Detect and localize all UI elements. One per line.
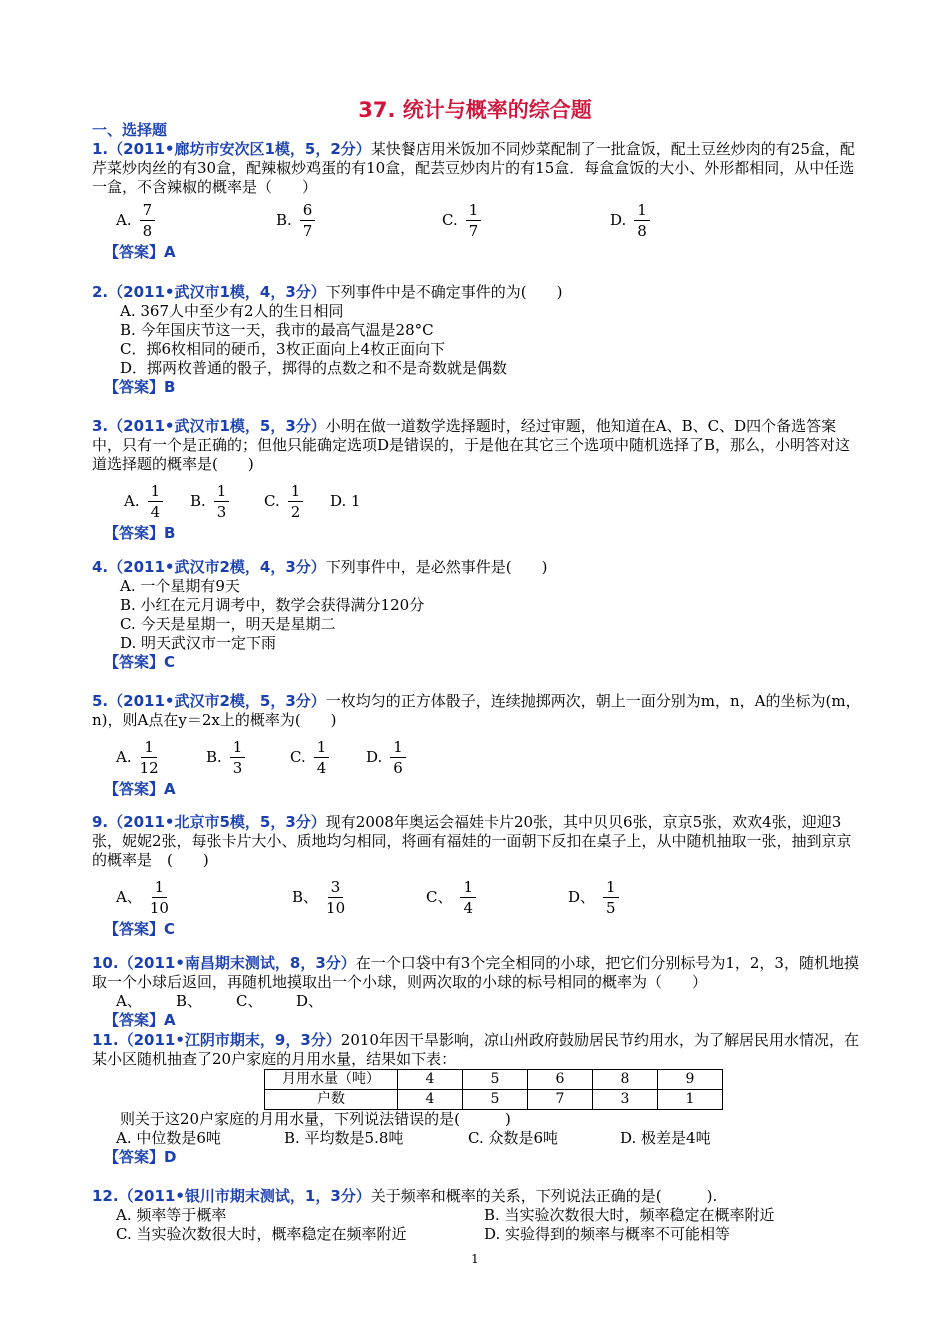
question-stem: 某快餐店用米饭加不同炒菜配制了一批盒饭，配土豆丝炒肉的有25盒，配芹菜炒肉丝的有30盒，配辣椒炒鸡蛋的有10盒，配芸豆炒肉片的有15盒．每盒盒饭的大小、外形都相同，从中任选一盒，不含辣椒的概率是（ ） (92, 140, 855, 196)
answer: 【答案】C (104, 653, 176, 671)
option-d: D. 明天武汉市一定下雨 (120, 634, 277, 652)
fraction: $\frac{1}{5}$ (603, 877, 619, 918)
option-b: B、 (176, 992, 203, 1010)
option-a: A. 中位数是6吨 (116, 1129, 221, 1147)
answer: 【答案】A (104, 780, 176, 798)
question-stem: 现有2008年奥运会福娃卡片20张，其中贝贝6张，京京5张，欢欢4张，迎迎3张，妮妮2张，每张卡片大小、质地均匀相同，将画有福娃的一面朝下反扣在桌子上，从中随机抽取一张，抽到京京的概率是 ( ) (92, 813, 852, 869)
question-source: （2011•北京市5模，5，3分） (108, 813, 326, 831)
option-c: C．掷6枚相同的硬币，3枚正面向上4枚正面向下 (120, 340, 446, 358)
option-a: A. 367人中至少有2人的生日相同 (120, 302, 344, 320)
fraction: $\frac{1}{4}$ (460, 877, 476, 918)
question-stem-2: 则关于这20户家庭的月用水量，下列说法错误的是( ) (120, 1110, 511, 1128)
page-number: 1 (471, 1252, 479, 1266)
option-b: B. 小红在元月调考中，数学会获得满分120分 (120, 596, 425, 614)
question-stem: 2010年因干旱影响，凉山州政府鼓励居民节约用水，为了解居民用水情况，在某小区随机抽查了20户家庭的月用水量，结果如下表： (92, 1031, 859, 1068)
options (116, 992, 862, 1011)
option-b: B. $\frac{1}{3}$ (206, 734, 245, 780)
fraction: $\frac{1}{8}$ (634, 200, 650, 241)
question-stem: 在一个口袋中有3个完全相同的小球，把它们分别标号为1，2，3，随机地摸取一个小球后返回，再随机地摸取出一个小球，则两次取的小球的标号相同的概率为（ ） (92, 954, 859, 991)
option-b: B. 当实验次数很大时，频率稳定在概率附近 (484, 1206, 775, 1224)
fraction: $\frac{1}{4}$ (148, 481, 164, 522)
fraction: $\frac{1}{4}$ (314, 737, 330, 778)
option-a: A、 (116, 992, 142, 1010)
fraction: $\frac{6}{7}$ (300, 200, 316, 241)
option-d: D. 1 (330, 491, 361, 510)
option-d: D. 实验得到的频率与概率不可能相等 (484, 1225, 731, 1243)
answer: 【答案】B (104, 524, 176, 542)
question-4: 4.（2011•武汉市2模，4，3分）下列事件中，是必然事件是( ) A. 一个星期有9天 B. 小红在元月调考中，数学会获得满分120分 C. 今天是星期一，明天是星期二 D. 明天武汉市一定下雨 【答案】C (92, 558, 862, 672)
question-5: 5.（2011•武汉市2模，5，3分）一枚均匀的正方体骰子，连续抛掷两次，朝上一面分别为m，n，A的坐标为(m，n)，则A点在y＝2x上的概率为( ) A. $\frac{1}{12}$ B. $\frac{1}{3}$ C. $\frac{1}{4}$ D. $\frac{1}{6}$ 【答案】A (92, 692, 861, 798)
fraction: $\frac{1}{3}$ (214, 481, 230, 522)
option-d: D、 (296, 992, 324, 1010)
option-d: D. 极差是4吨 (620, 1129, 711, 1147)
fraction: $\frac{1}{12}$ (139, 737, 159, 777)
option-b: B. $\frac{6}{7}$ (276, 197, 315, 243)
option-b: B. 今年国庆节这一天，我市的最高气温是28°C (120, 321, 434, 339)
question-11: 11.（2011•江阴市期末，9，3分）2010年因干旱影响，凉山州政府鼓励居民节约用水，为了解居民用水情况，在某小区随机抽查了20户家庭的月用水量，结果如下表： 月用水量（吨） 4 5 6 8 9 户数 4 5 7 3 1 则关于这20户家庭的月用水量，下列说法错误的是( ) A. 中位数是6吨 B. 平均数是5.8吨 C. 众数是6吨 D. 极差是4吨 【答案】D (92, 1031, 862, 1167)
option-a: A. 频率等于概率 (116, 1206, 227, 1224)
question-1 (92, 140, 862, 262)
question-source: （2011•武汉市2模，5，3分） (108, 692, 326, 710)
options (116, 1129, 862, 1148)
question-stem: 关于频率和概率的关系，下列说法正确的是( ). (370, 1187, 718, 1205)
option-c: C. $\frac{1}{7}$ (442, 197, 481, 243)
option-b: B. $\frac{1}{3}$ (190, 478, 229, 524)
options (120, 302, 862, 378)
question-stem: 一枚均匀的正方体骰子，连续抛掷两次，朝上一面分别为m，n，A的坐标为(m，n)，则A点在y＝2x上的概率为( ) (92, 692, 861, 729)
answer: 【答案】B (104, 378, 176, 396)
fraction: $\frac{1}{2}$ (288, 481, 304, 522)
options (116, 478, 862, 524)
question-source: （2011•南昌期末测试，8，3分） (118, 954, 356, 972)
option-d: D、 $\frac{1}{5}$ (568, 874, 619, 920)
option-c: C、 (236, 992, 263, 1010)
options-row-2 (116, 1225, 862, 1244)
question-9: 9.（2011•北京市5模，5，3分）现有2008年奥运会福娃卡片20张，其中贝贝6张，京京5张，欢欢4张，迎迎3张，妮妮2张，每张卡片大小、质地均匀相同，将画有福娃的一面朝下反扣在桌子上，从中随机抽取一张，抽到京京的概率是 ( ) A、 $\frac{1}{10}$ B、 $\frac{3}{10}$ C、 $\frac{1}{4}$ D、 $\frac{1}{5}$ 【答案】C (92, 813, 862, 939)
options (116, 197, 862, 243)
option-a: A. $\frac{7}{8}$ (116, 197, 155, 243)
table-row: 户数 4 5 7 3 1 (265, 1090, 723, 1110)
option-c: C. $\frac{1}{4}$ (290, 734, 329, 780)
water-usage-table (264, 1069, 723, 1110)
fraction: $\frac{1}{6}$ (390, 737, 406, 778)
option-b: B、 $\frac{3}{10}$ (292, 877, 346, 917)
question-source: （2011•武汉市1模，4，3分） (108, 283, 326, 301)
fraction: $\frac{1}{10}$ (149, 877, 169, 917)
answer: 【答案】A (104, 243, 176, 261)
option-c: C. $\frac{1}{2}$ (264, 478, 303, 524)
option-a: A. 一个星期有9天 (120, 577, 240, 595)
question-stem: 下列事件中是不确定事件的为( ) (325, 283, 563, 301)
section-heading: 一、选择题 (92, 121, 168, 139)
answer: 【答案】C (104, 920, 176, 938)
option-c: C. 今天是星期一，明天是星期二 (120, 615, 336, 633)
question-source: （2011•武汉市1模，5，3分） (108, 417, 326, 435)
options (116, 874, 862, 920)
question-stem: 下列事件中，是必然事件是( ) (325, 558, 548, 576)
option-b: B. 平均数是5.8吨 (284, 1129, 404, 1147)
page-title: 37. 统计与概率的综合题 (358, 98, 592, 122)
question-2: 2.（2011•武汉市1模，4，3分）下列事件中是不确定事件的为( ) A. 367人中至少有2人的生日相同 B. 今年国庆节这一天，我市的最高气温是28°C C．掷6枚相同的硬币，3枚正面向上4枚正面向下 D．掷两枚普通的骰子，掷得的点数之和不是奇数就是偶数 【答案】B (92, 283, 862, 397)
answer: 【答案】D (104, 1148, 177, 1166)
option-d: D. $\frac{1}{8}$ (610, 197, 650, 243)
question-source: （2011•廊坊市安次区1模，5，2分） (108, 140, 371, 158)
fraction: $\frac{1}{7}$ (466, 200, 482, 241)
fraction: $\frac{1}{3}$ (230, 737, 246, 778)
question-10: 10.（2011•南昌期末测试，8，3分）在一个口袋中有3个完全相同的小球，把它们分别标号为1，2，3，随机地摸取一个小球后返回，再随机地摸取出一个小球，则两次取的小球的标号相同的概率为（ ） A、 B、 C、 D、 【答案】A (92, 954, 862, 1030)
question-3: 3.（2011•武汉市1模，5，3分）小明在做一道数学选择题时，经过审题，他知道在A、B、C、D四个备选答案中，只有一个是正确的；但他只能确定选项D是错误的，于是他在其它三个选项中随机选择了B，那么，小明答对这道选择题的概率是( ) A. $\frac{1}{4}$ B. $\frac{1}{3}$ C. $\frac{1}{2}$ D. 1 【答案】B (92, 417, 862, 543)
question-stem: 小明在做一道数学选择题时，经过审题，他知道在A、B、C、D四个备选答案中，只有一个是正确的；但他只能确定选项D是错误的，于是他在其它三个选项中随机选择了B，那么，小明答对这道选择题的概率是( ) (92, 417, 851, 473)
option-c: C. 当实验次数很大时，概率稳定在频率附近 (116, 1225, 407, 1243)
option-d: D. $\frac{1}{6}$ (366, 734, 406, 780)
options-row-1 (116, 1206, 862, 1225)
answer: 【答案】A (104, 1011, 176, 1029)
question-number: 1. (92, 140, 109, 158)
options (120, 577, 862, 653)
question-source: （2011•江阴市期末，9，3分） (118, 1031, 341, 1049)
question-source: （2011•银川市期末测试，1，3分） (118, 1187, 371, 1205)
fraction: $\frac{7}{8}$ (140, 200, 156, 241)
option-a: A. $\frac{1}{12}$ (116, 737, 159, 777)
option-a: A. $\frac{1}{4}$ (124, 478, 163, 524)
question-source: （2011•武汉市2模，4，3分） (108, 558, 326, 576)
option-a: A、 $\frac{1}{10}$ (116, 877, 169, 917)
table-row: 月用水量（吨） 4 5 6 8 9 (265, 1070, 723, 1090)
option-c: C、 $\frac{1}{4}$ (426, 874, 476, 920)
options (116, 734, 862, 780)
fraction: $\frac{3}{10}$ (326, 877, 346, 917)
option-c: C. 众数是6吨 (468, 1129, 559, 1147)
question-12: 12.（2011•银川市期末测试，1，3分）关于频率和概率的关系，下列说法正确的是( ). A. 频率等于概率 B. 当实验次数很大时，频率稳定在概率附近 C. 当实验次数很大时，概率稳定在频率附近 D. 实验得到的频率与概率不可能相等 (92, 1187, 862, 1244)
option-d: D．掷两枚普通的骰子，掷得的点数之和不是奇数就是偶数 (120, 359, 508, 377)
